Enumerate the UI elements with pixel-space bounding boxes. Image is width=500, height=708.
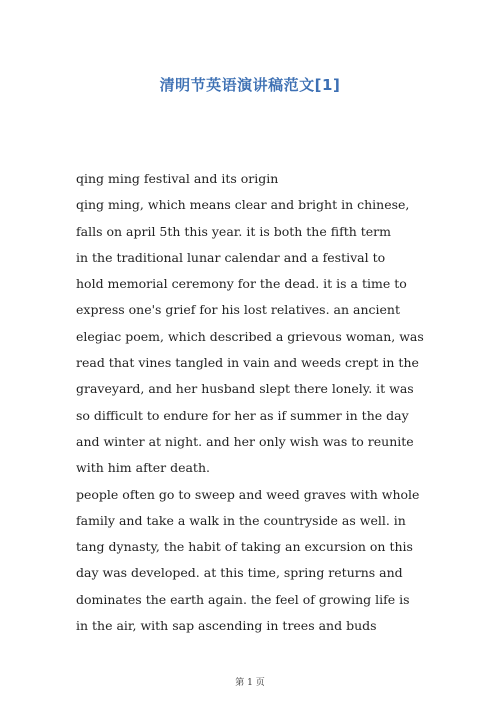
body-line: with him after death. <box>76 460 210 476</box>
body-line: express one's grief for his lost relatives. an ancient <box>76 302 400 318</box>
body-line: in the traditional lunar calendar and a festival to <box>76 249 386 265</box>
body-line: graveyard, and her husband slept there lonely. it was <box>76 381 414 397</box>
body-line: and winter at night. and her only wish was to reunite <box>76 433 414 449</box>
body-line: family and take a walk in the countryside as well. in <box>76 512 406 528</box>
document-title: 清明节英语演讲稿范文[1] <box>159 76 341 94</box>
body-line: dominates the earth again. the feel of growing life is <box>76 591 410 607</box>
body-line: falls on april 5th this year. it is both the fifth term <box>76 223 391 239</box>
body-line: read that vines tangled in vain and weeds crept in the <box>76 355 419 371</box>
body-line: so difficult to endure for her as if summer in the day <box>76 407 409 423</box>
body-line: tang dynasty, the habit of taking an excursion on this <box>76 539 413 555</box>
document-body <box>76 166 428 639</box>
body-line: hold memorial ceremony for the dead. it is a time to <box>76 276 407 292</box>
page-number: 第 1 页 <box>235 678 265 688</box>
body-line: day was developed. at this time, spring returns and <box>76 565 403 581</box>
body-line: qing ming, which means clear and bright in chinese, <box>76 197 410 213</box>
body-line: people often go to sweep and weed graves with whole <box>76 486 420 502</box>
body-line: elegiac poem, which described a grievous woman, was <box>76 328 424 344</box>
body-line: in the air, with sap ascending in trees and buds <box>76 618 377 634</box>
body-line: qing ming festival and its origin <box>76 171 279 186</box>
